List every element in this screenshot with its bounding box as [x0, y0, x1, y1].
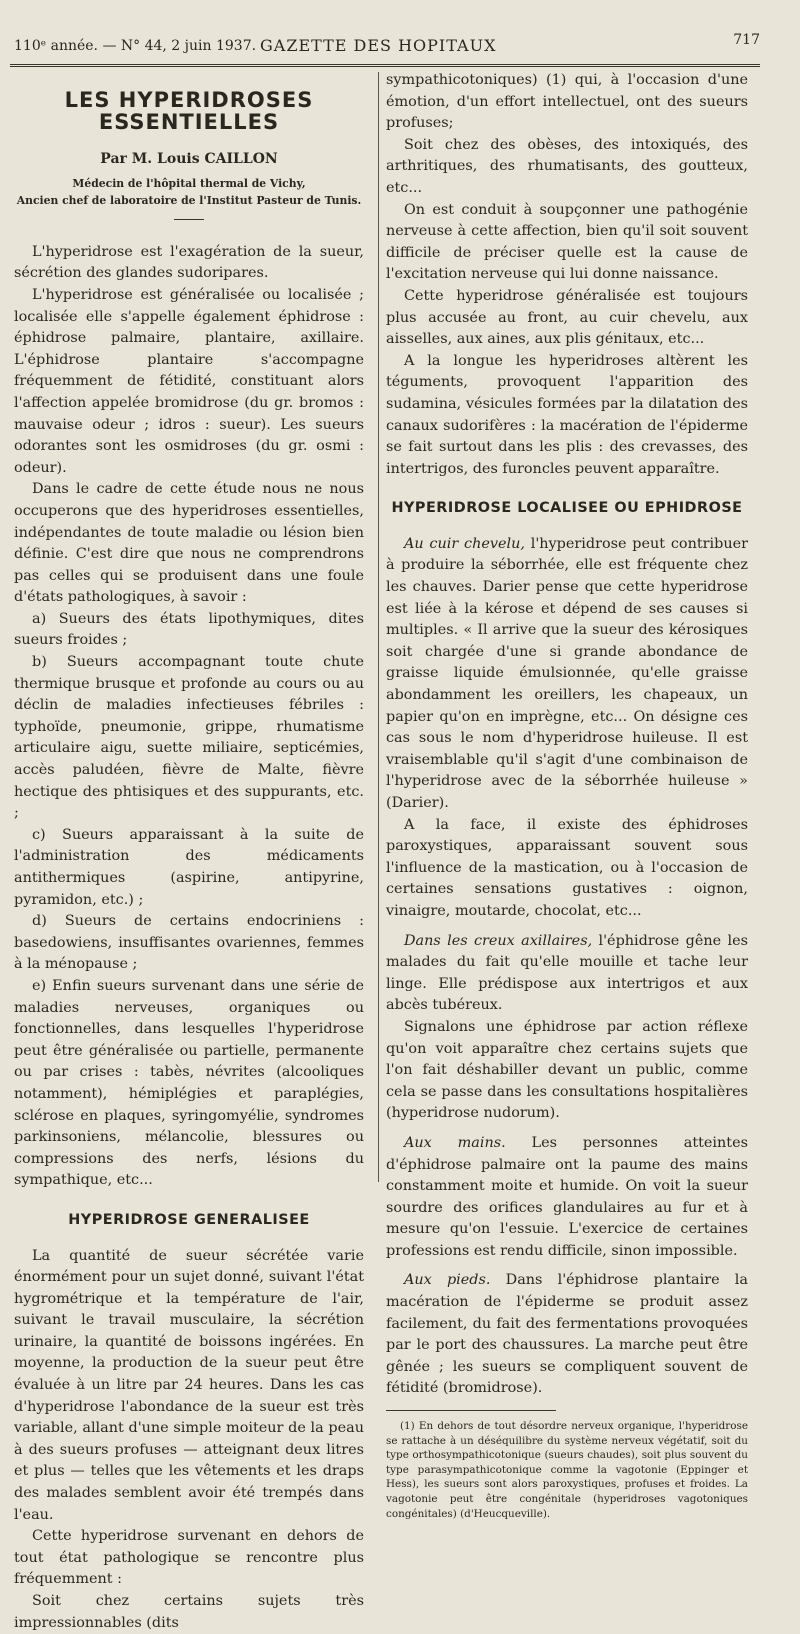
- paragraph: Cette hyperidrose survenant en dehors de tout état pathologique se rencontre plus fréquemment :: [14, 1528, 364, 1588]
- journal-name: GAZETTE DES HOPITAUX: [260, 36, 497, 55]
- list-item-e: e) Enfin sueurs survenant dans une série de maladies nerveuses, organiques ou fonctionnelles, dans lesquelles l'hyperidrose peut être généralisée ou partielle, permanente ou par crises : tabès, névrites (alcooliques notamment), hémiplégies et paraplégies, sclérose en plaques, syringomyélie, syndromes parkinsoniens, mélancolie, blessures ou compressions des nerfs, lésions du sympathique, etc...: [14, 977, 364, 1189]
- paragraph: La quantité de sueur sécrétée varie énormément pour un sujet donné, suivant l'état hygrométrique et la température de l'air, suivant le travail musculaire, la sécrétion urinaire, la quantité de boissons ingérées. En moyenne, la production de la sueur peut être évaluée à un litre par 24 heures. Dans les cas d'hyperidrose l'abondance de la sueur est très variable, allant d'une simple moiteur de la peau à des sueurs profuses — atteignant deux litres et plus — telles que les vêtements et les draps des malades semblent avoir été trempés dans l'eau.: [14, 1247, 364, 1523]
- author-affiliation-2: Ancien chef de laboratoire de l'Institut Pasteur de Tunis.: [16, 193, 362, 207]
- paragraph-text: Signalons une éphidrose par action réflexe qu'on voit apparaître chez certains sujets que l'on fait déshabiller devant un public, comme cela se passe dans les consultations hospitalières (hyperidrose nudorum).: [386, 1018, 748, 1122]
- paragraph-text: Les personnes atteintes d'éphidrose palmaire ont la paume des mains constamment moite et humide. On voit la sueur sourdre des orifices glandulaires au fur et à mesure qu'on l'essuie. L'exercice de certaines professions est rendu difficile, sinon impossible.: [386, 1134, 748, 1259]
- author-affiliation-1: Médecin de l'hôpital thermal de Vichy,: [72, 176, 306, 190]
- paragraph-lead: Dans les creux axillaires,: [404, 932, 593, 949]
- footnote: (1) En dehors de tout désordre nerveux organique, l'hyperidrose se rattache à un déséquilibre du système nerveux végétatif, soit du type orthosympathicotonique (sueurs chaudes), soit plus souvent du type parasympathicotonique comme la vagotonie (Eppinger et Hess), les sueurs sont alors paroxystiques, profuses et froides. La vagotonie peut être congénitale (hyperidroses vagotoniques congénitales) (d'Heucqueville).: [386, 1420, 748, 1520]
- paragraph: L'hyperidrose est généralisée ou localisée ; localisée elle s'appelle également éphidrose : éphidrose palmaire, plantaire, axillaire. L'éphidrose plantaire s'accompagne fréquemment de fétidité, constituant alors l'affection appelée bromidrose (du gr. bromos : mauvaise odeur ; idros : sueur). Les sueurs odorantes sont les osmidroses (du gr. osmi : odeur).: [14, 286, 364, 476]
- paragraph-axillaires: [386, 931, 748, 1017]
- list-item-c: c) Sueurs apparaissant à la suite de l'administration des médicaments antithermiques (aspirine, antipyrine, pyramidon, etc.) ;: [14, 826, 364, 908]
- paragraph-cuir-chevelu: [386, 534, 748, 815]
- paragraph: Cette hyperidrose généralisée est toujours plus accusée au front, au cuir chevelu, aux aisselles, aux aines, aux plis génitaux, etc...: [386, 287, 748, 348]
- article-author: Par M. Louis CAILLON: [100, 151, 278, 168]
- right-column: [386, 70, 748, 1521]
- list-item-d: d) Sueurs de certains endocriniens : basedowiens, insuffisantes ovariennes, femmes à la ménopause ;: [14, 913, 364, 973]
- paragraph-face: [386, 815, 748, 923]
- title-separator: [174, 219, 204, 220]
- paragraph-mains: [386, 1133, 748, 1263]
- section-heading-localisee: HYPERIDROSE LOCALISEE OU EPHIDROSE: [391, 500, 743, 517]
- list-item-a: a) Sueurs des états lipothymiques, dites sueurs froides ;: [14, 610, 364, 649]
- paragraph-lead: Au cuir chevelu,: [404, 535, 525, 552]
- paragraph-pieds: [386, 1270, 748, 1400]
- page-header: [10, 28, 760, 67]
- paragraph-lead: Aux mains.: [404, 1134, 506, 1151]
- page-number: 717: [733, 32, 760, 48]
- paragraph: A la longue les hyperidroses altèrent les téguments, provoquent l'apparition des sudamina, vésicules formées par la dilatation des canaux sudorifères : la macération de l'épiderme se fait surtout dans les plis : des crevasses, des intertrigos, des furoncles peuvent apparaître.: [386, 352, 748, 477]
- paragraph-text: A la face, il existe des éphidroses paroxystiques, apparaissant souvent sous l'influence de la mastication, ou à l'occasion de certaines sensations gustatives : oignon, vinaigre, moutarde, chocolat, etc...: [386, 816, 748, 919]
- section-heading-generalisee: HYPERIDROSE GENERALISEE: [68, 1211, 310, 1228]
- paragraph: sympathicotoniques) (1) qui, à l'occasion d'une émotion, d'un effort intellectuel, ont des sueurs profuses;: [386, 72, 748, 132]
- paragraph-text: Dans l'éphidrose plantaire la macération de l'épiderme se produit assez facilement, du fait des fermentations provoquées par le port des chaussures. La marche peut être gênée ; les sueurs se compliquent souvent de fétidité (bromidrose).: [386, 1272, 748, 1397]
- paragraph-text: l'hyperidrose peut contribuer à produire la séborrhée, elle est fréquente chez les chauves. Darier pense que cette hyperidrose est liée à la kérose et dépend de ses causes si multiples. « Il arrive que la sueur des kérosiques soit chargée d'une si grande abondance de graisse liquide émulsionnée, qu'elle graisse abondamment les oreillers, les chapeaux, un papier qu'on en imprègne, etc... On désigne ces cas sous le nom d'hyperidrose huileuse. Il est vraisemblable qu'il s'agit d'une combinaison de l'hyperidrose avec de la séborrhée huileuse » (Darier).: [386, 535, 748, 811]
- paragraph: On est conduit à soupçonner une pathogénie nerveuse à cette affection, bien qu'il soit souvent difficile de préciser quelle est la cause de l'excitation nerveuse qui lui donne naissance.: [386, 201, 748, 283]
- paragraph-reflexe: [386, 1017, 748, 1125]
- paragraph-lead: Aux pieds.: [404, 1272, 491, 1289]
- paragraph: Soit chez certains sujets très impressionnables (dits: [14, 1593, 364, 1631]
- paragraph: Dans le cadre de cette étude nous ne nous occuperons que des hyperidroses essentielles, indépendantes de toute maladie ou lésion bien définie. C'est dire que nous ne comprendrons pas celles qui se produisent dans une foule d'états pathologiques, à savoir :: [14, 481, 364, 606]
- left-column: [14, 82, 364, 1634]
- issue-info: 110ᵉ année. — N° 44, 2 juin 1937.: [14, 38, 257, 54]
- article-title: LES HYPERIDROSES ESSENTIELLES: [64, 88, 314, 134]
- list-item-b: b) Sueurs accompagnant toute chute thermique brusque et profonde au cours ou au déclin de maladies infectieuses fébriles : typhoïde, pneumonie, grippe, rhumatisme articulaire aigu, suette miliaire, septicémies, accès paludéen, fièvre de Malte, fièvre hectique des phtisiques et des suppurants, etc. ;: [14, 654, 364, 822]
- paragraph: L'hyperidrose est l'exagération de la sueur, sécrétion des glandes sudoripares.: [14, 243, 364, 282]
- footnote-separator: [386, 1410, 556, 1411]
- column-divider: [378, 72, 379, 1182]
- paragraph: Soit chez des obèses, des intoxiqués, des arthritiques, des rhumatisants, des goutteux, etc...: [386, 136, 748, 196]
- paragraph-text: l'éphidrose gêne les malades du fait qu'elle mouille et tache leur linge. Elle prédispose aux intertrigos et aux abcès tubéreux.: [386, 932, 748, 1014]
